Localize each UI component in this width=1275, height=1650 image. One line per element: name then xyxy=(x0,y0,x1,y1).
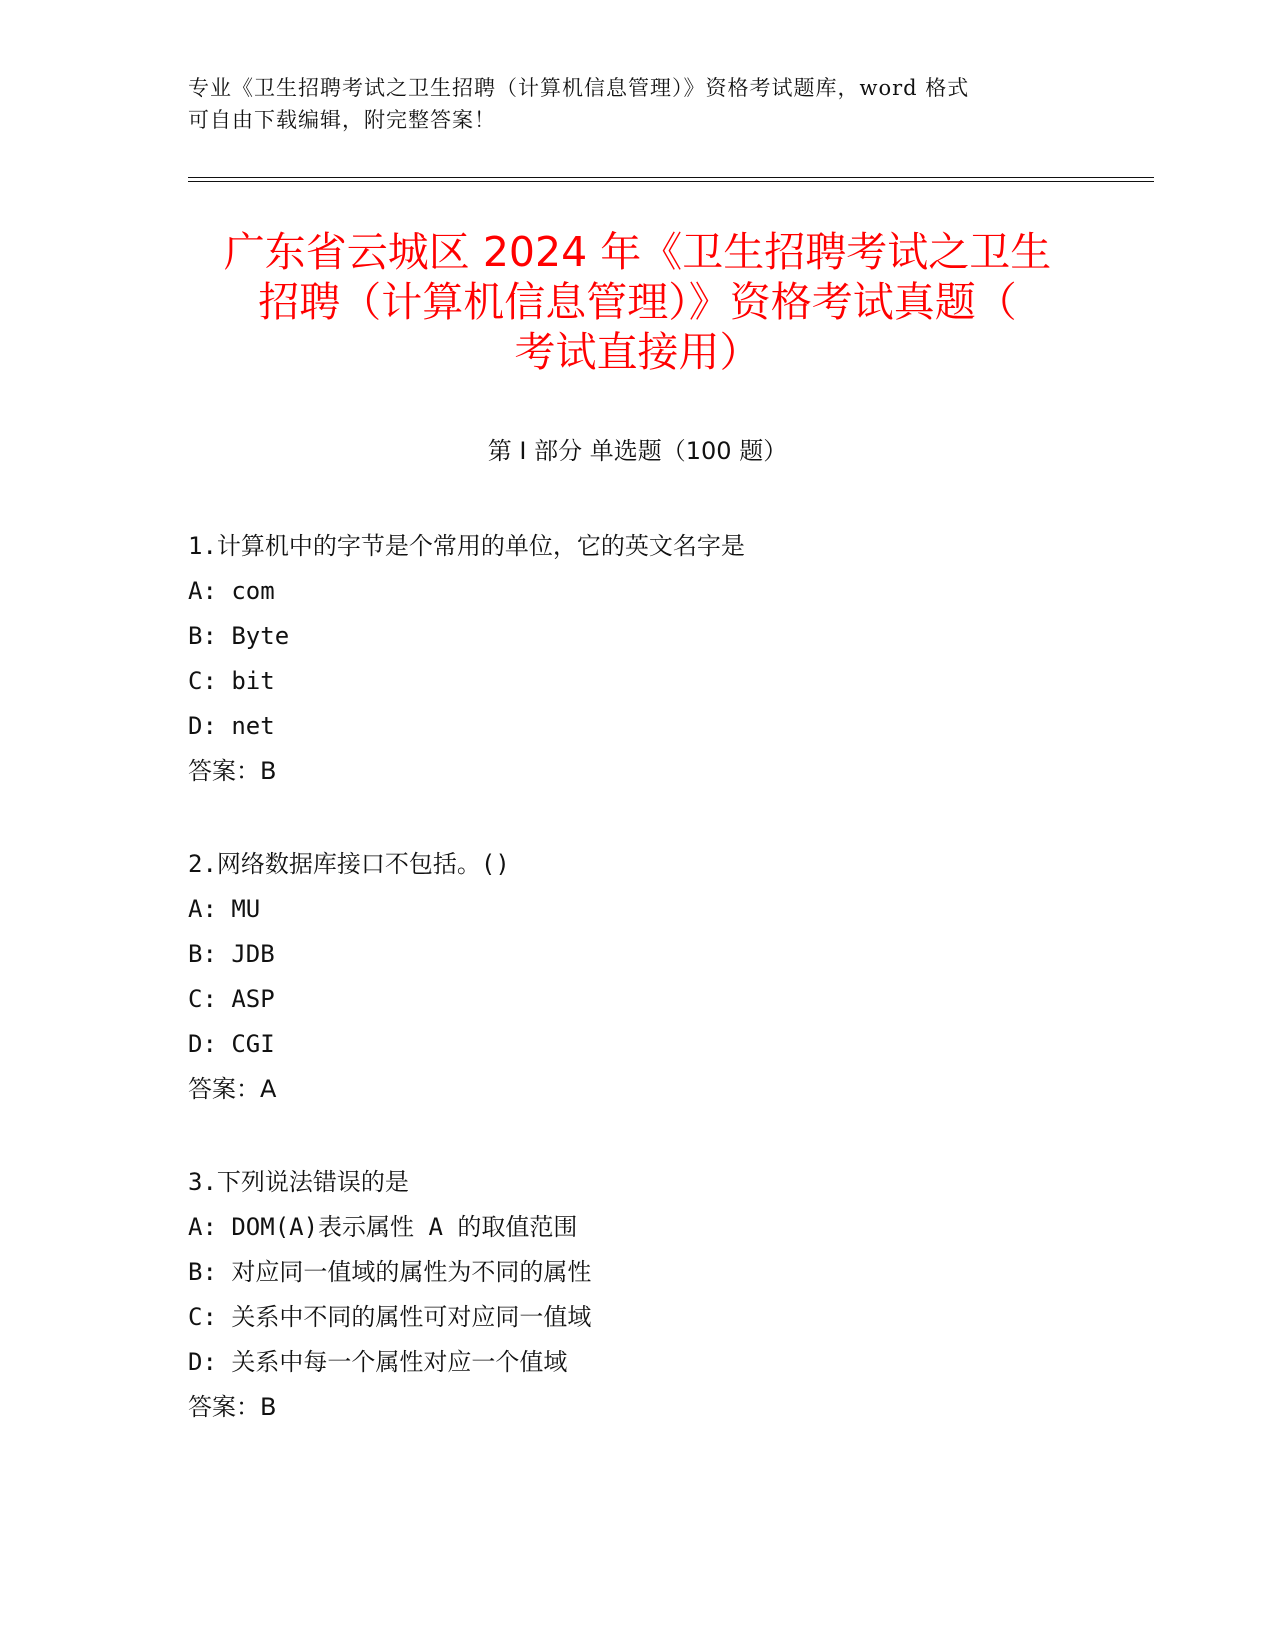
option-d: D: 关系中每一个属性对应一个值域 xyxy=(188,1348,568,1376)
header-note xyxy=(188,72,1088,136)
header-divider-bottom xyxy=(188,181,1154,182)
answer: 答案：B xyxy=(188,757,277,785)
header-note-line-1: 专业《卫生招聘考试之卫生招聘（计算机信息管理）》资格考试题库，word 格式 xyxy=(188,76,970,100)
option-d: D: CGI xyxy=(188,1030,275,1058)
question-stem: 3.下列说法错误的是 xyxy=(188,1168,409,1196)
question-stem: 2.网络数据库接口不包括。() xyxy=(188,850,510,878)
option-b: B: 对应同一值域的属性为不同的属性 xyxy=(188,1258,592,1286)
document-title xyxy=(160,227,1115,377)
option-c: C: ASP xyxy=(188,985,275,1013)
option-c: C: bit xyxy=(188,667,275,695)
document-title-line-2: 招聘（计算机信息管理）》资格考试真题（ xyxy=(258,278,1017,326)
option-a: A: DOM(A)表示属性 A 的取值范围 xyxy=(188,1213,578,1241)
answer: 答案：A xyxy=(188,1075,277,1103)
answer: 答案：B xyxy=(188,1393,277,1421)
question-1 xyxy=(188,524,1148,794)
option-b: B: JDB xyxy=(188,940,275,968)
document-title-line-1: 广东省云城区 2024 年《卫生招聘考试之卫生 xyxy=(223,228,1052,276)
option-d: D: net xyxy=(188,712,275,740)
option-a: A: com xyxy=(188,577,275,605)
option-b: B: Byte xyxy=(188,622,290,650)
option-a: A: MU xyxy=(188,895,261,923)
question-stem: 1.计算机中的字节是个常用的单位，它的英文名字是 xyxy=(188,532,745,560)
question-3 xyxy=(188,1160,1148,1430)
header-divider-top xyxy=(188,177,1154,178)
section-title: 第 I 部分 单选题（100 题） xyxy=(487,437,788,465)
header-note-line-2: 可自由下载编辑，附完整答案！ xyxy=(188,108,496,132)
question-2 xyxy=(188,842,1148,1112)
document-title-line-3: 考试直接用） xyxy=(514,328,761,376)
option-c: C: 关系中不同的属性可对应同一值域 xyxy=(188,1303,592,1331)
